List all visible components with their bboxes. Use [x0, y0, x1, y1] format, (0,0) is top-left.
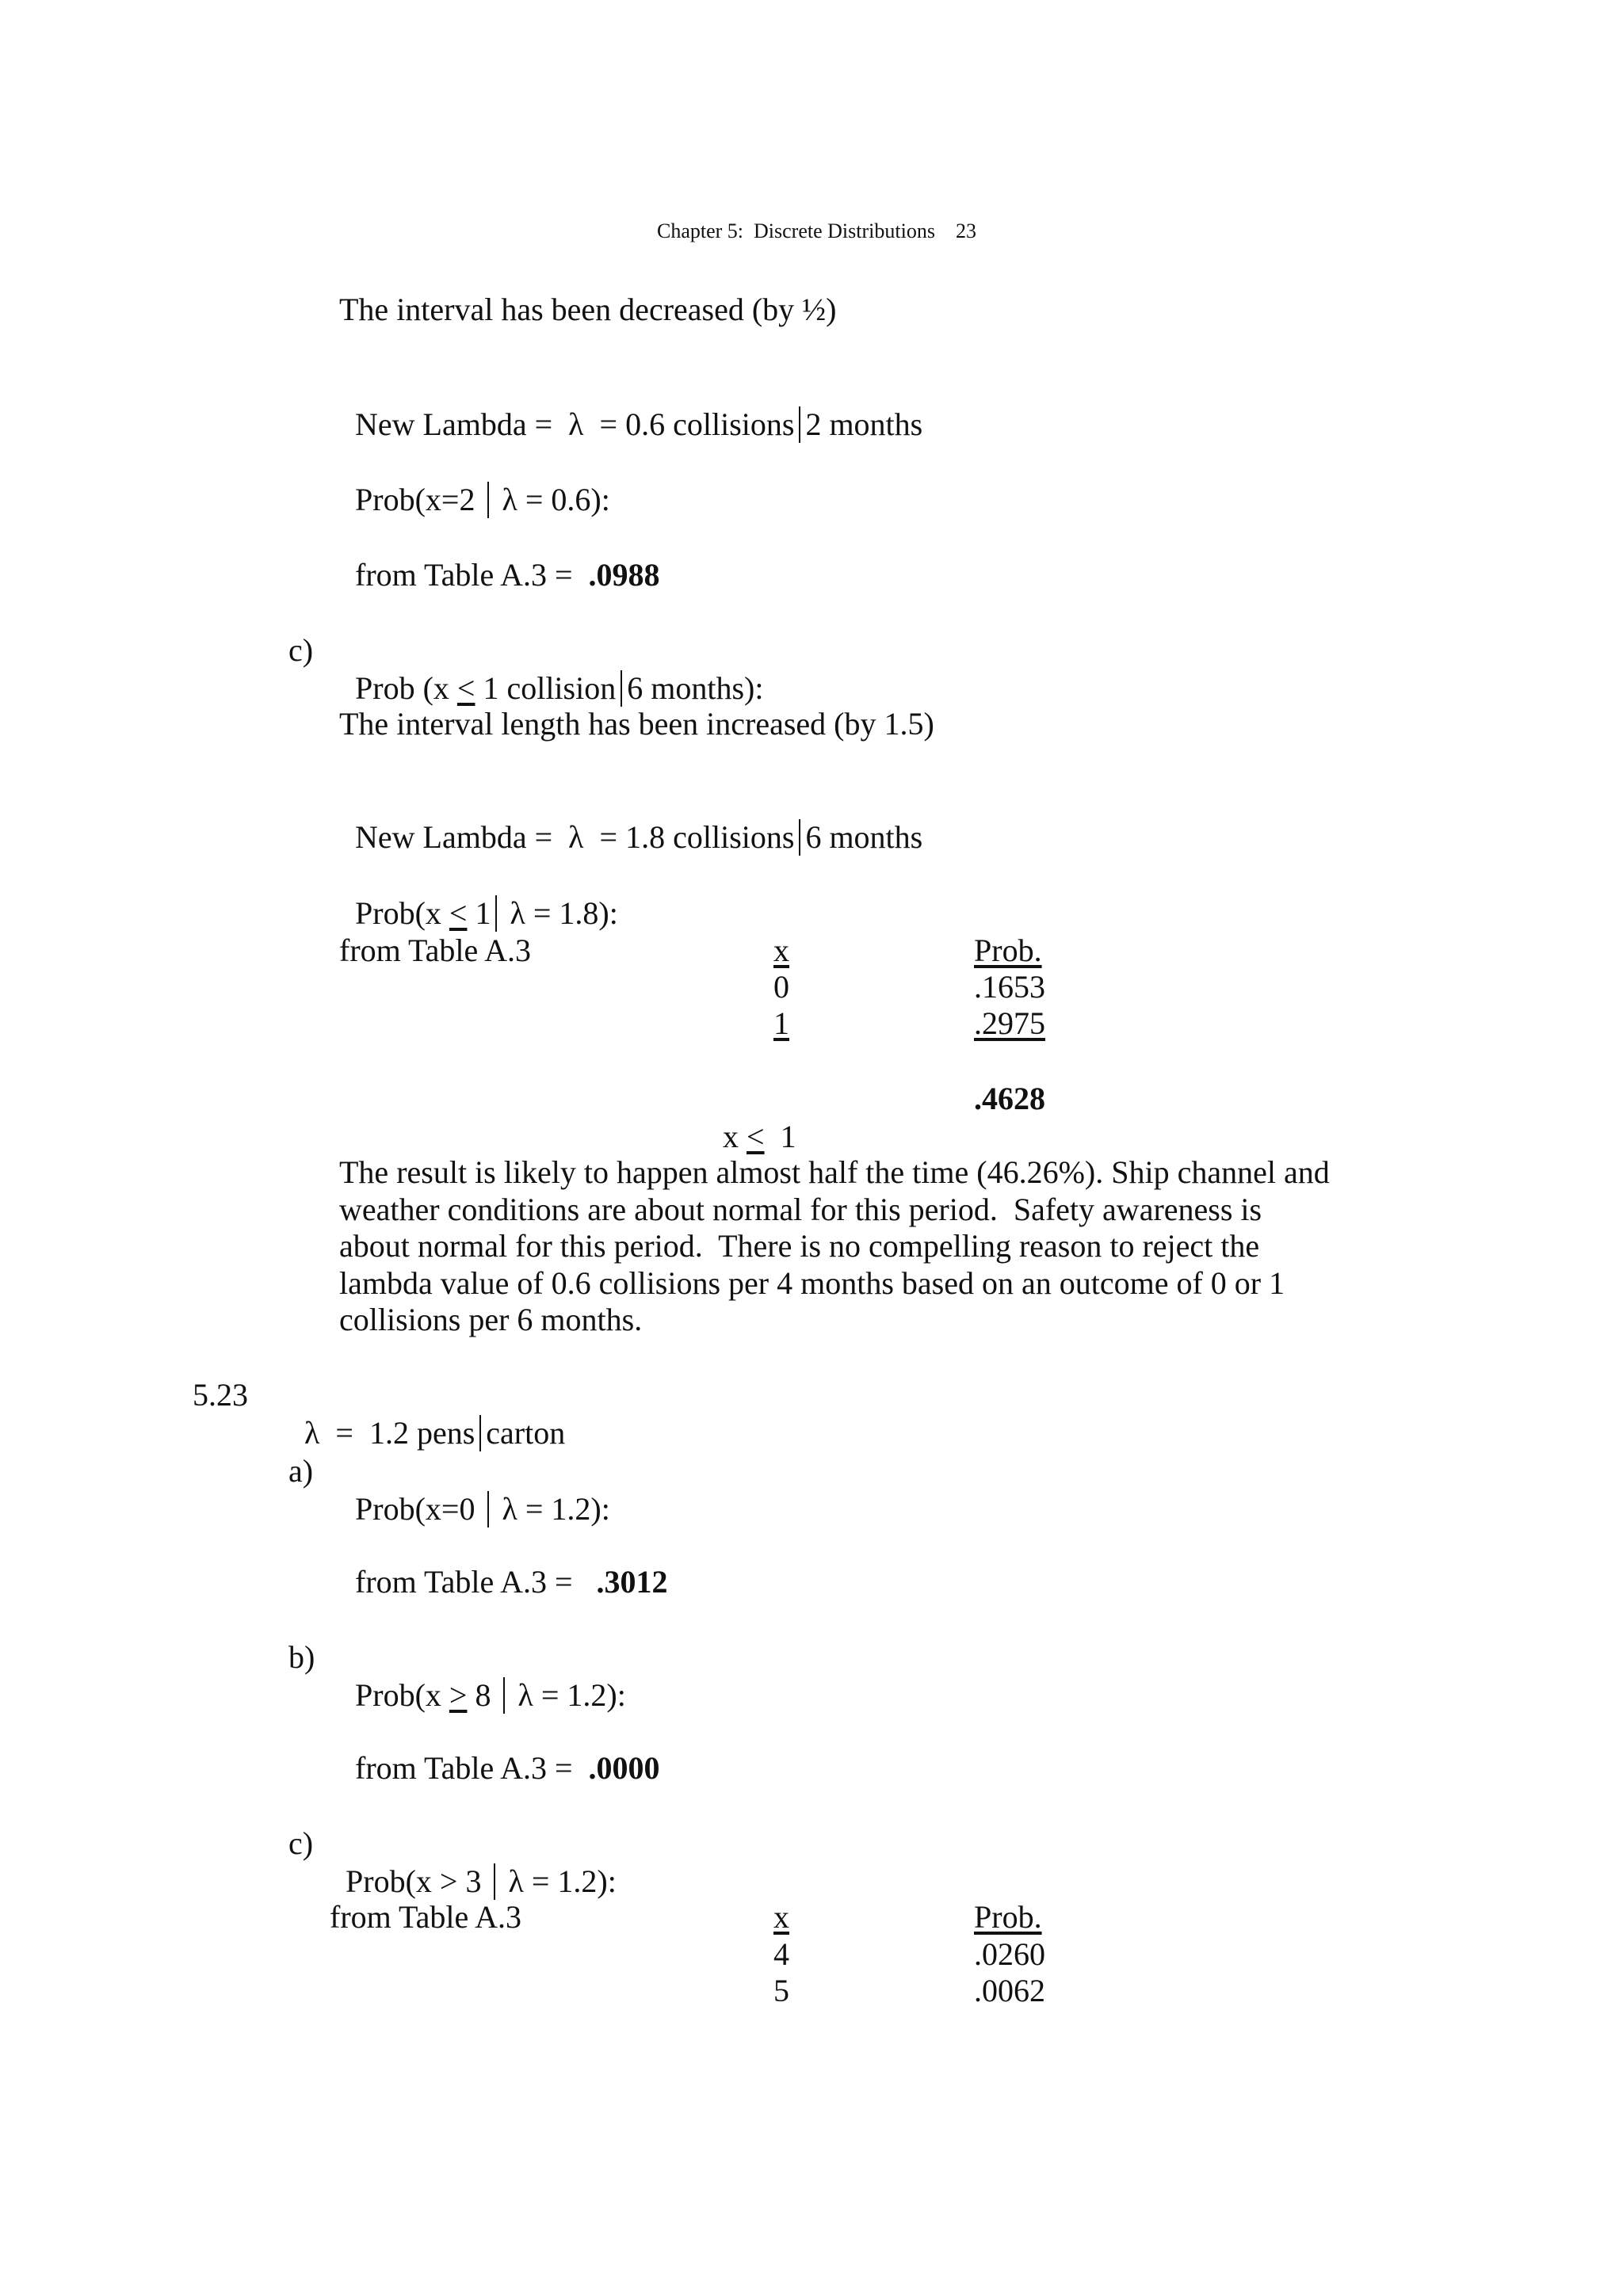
table-ref: from Table A.3 = — [355, 557, 589, 593]
prob-condition: λ = 1.8): — [502, 895, 618, 931]
table-row-x: 4 — [773, 1936, 789, 1972]
result-value: .3012 — [596, 1564, 668, 1600]
le-symbol: < — [456, 670, 475, 706]
given-bar — [503, 1677, 505, 1714]
paragraph-line: The result is likely to happen almost half the time (46.26%). Ship channel and — [339, 1154, 1330, 1190]
prob-line-a — [339, 1452, 610, 1528]
prob-line-c2 — [339, 856, 618, 933]
lambda-text: λ = 1.2 pens — [304, 1415, 475, 1451]
part-b-label: b) — [288, 1639, 315, 1675]
given-bar — [799, 819, 800, 856]
prob-text: Prob(x=2 — [355, 482, 483, 517]
prob-text: Prob(x > 3 — [346, 1863, 490, 1899]
table-label-c: from Table A.3 — [339, 933, 531, 968]
sum-value-x: 1 — [764, 1119, 796, 1154]
value-text: 8 — [467, 1677, 499, 1713]
unit-text: carton — [486, 1415, 566, 1451]
given-bar — [494, 1863, 495, 1900]
given-bar — [487, 1491, 489, 1527]
table-row-prob: .0260 — [974, 1936, 1045, 1972]
table-row-prob: .1653 — [974, 969, 1045, 1005]
given-bar — [487, 482, 489, 518]
col-header-x: x — [773, 1899, 789, 1935]
prob-text: Prob(x=0 — [355, 1491, 483, 1527]
prob-condition: λ = 1.2): — [500, 1863, 617, 1899]
table-row-prob: .0062 — [974, 1973, 1045, 2008]
interval-text: 2 months — [805, 406, 923, 442]
prob-text: Prob (x — [355, 670, 457, 706]
sum-x: x — [723, 1119, 747, 1154]
given-bar — [621, 670, 622, 707]
new-lambda-text: New Lambda = λ = 1.8 collisions — [355, 819, 795, 855]
table-ref: from Table A.3 = — [355, 1564, 597, 1600]
le-symbol: < — [747, 1119, 765, 1154]
new-lambda-text: New Lambda = λ = 0.6 collisions — [355, 406, 795, 442]
given-bar — [479, 1415, 481, 1451]
part-c2-label: c) — [288, 1825, 314, 1861]
col-header-prob: Prob. — [974, 1899, 1042, 1935]
given-bar — [799, 406, 800, 443]
interval-text: 6 months): — [627, 670, 764, 706]
col-header-x: x — [773, 933, 789, 968]
table-row-prob: .2975 — [974, 1005, 1045, 1041]
part-c-label: c) — [288, 632, 314, 668]
prob-line-b2 — [339, 1638, 626, 1714]
table-row-x: 0 — [773, 969, 789, 1005]
paragraph-line: lambda value of 0.6 collisions per 4 months based on an outcome of 0 or 1 — [339, 1265, 1285, 1301]
prob-condition: λ = 0.6): — [494, 482, 610, 517]
table-result-b2 — [339, 1711, 660, 1787]
part-a-label: a) — [288, 1453, 314, 1489]
new-lambda-line-b — [339, 368, 922, 444]
problem-lambda — [288, 1376, 565, 1452]
prob-text: Prob(x — [355, 895, 449, 931]
interval-decreased-line: The interval has been decreased (by ½) — [339, 292, 837, 327]
prob-text: Prob(x — [355, 1677, 449, 1713]
paragraph-line: about normal for this period. There is no compelling reason to reject the — [339, 1228, 1260, 1264]
result-value: .0000 — [588, 1750, 660, 1786]
paragraph-line: weather conditions are about normal for this period. Safety awareness is — [339, 1192, 1262, 1227]
interval-increased-line: The interval length has been increased (by 1.5) — [339, 706, 934, 742]
page-number: 23 — [955, 219, 976, 242]
prob-condition: λ = 1.2): — [510, 1677, 626, 1713]
table-ref: from Table A.3 = — [355, 1750, 589, 1786]
new-lambda-line-c — [339, 780, 922, 856]
table-row-x: 5 — [773, 1973, 789, 2008]
paragraph-line: collisions per 6 months. — [339, 1302, 643, 1337]
sum-value: .4628 — [974, 1081, 1045, 1116]
table-row-x: 1 — [773, 1005, 789, 1041]
table-label-c2: from Table A.3 — [330, 1899, 521, 1935]
prob-line-c — [339, 631, 763, 707]
prob-line-c3 — [330, 1825, 617, 1901]
collision-text: 1 collision — [475, 670, 617, 706]
col-header-prob: Prob. — [974, 933, 1042, 968]
prob-condition: λ = 1.2): — [494, 1491, 610, 1527]
interval-text: 6 months — [805, 819, 923, 855]
table-result-a — [339, 1525, 668, 1601]
value-text: 1 — [467, 895, 491, 931]
result-value: .0988 — [588, 557, 660, 593]
le-symbol: < — [449, 895, 468, 931]
table-result-b — [339, 518, 660, 594]
sum-label — [707, 1080, 796, 1156]
problem-number: 5.23 — [193, 1377, 248, 1413]
running-header — [647, 193, 976, 244]
ge-symbol: > — [449, 1677, 468, 1713]
chapter-title: Chapter 5: Discrete Distributions — [657, 219, 935, 242]
given-bar — [495, 895, 497, 932]
prob-line-b — [339, 443, 610, 519]
